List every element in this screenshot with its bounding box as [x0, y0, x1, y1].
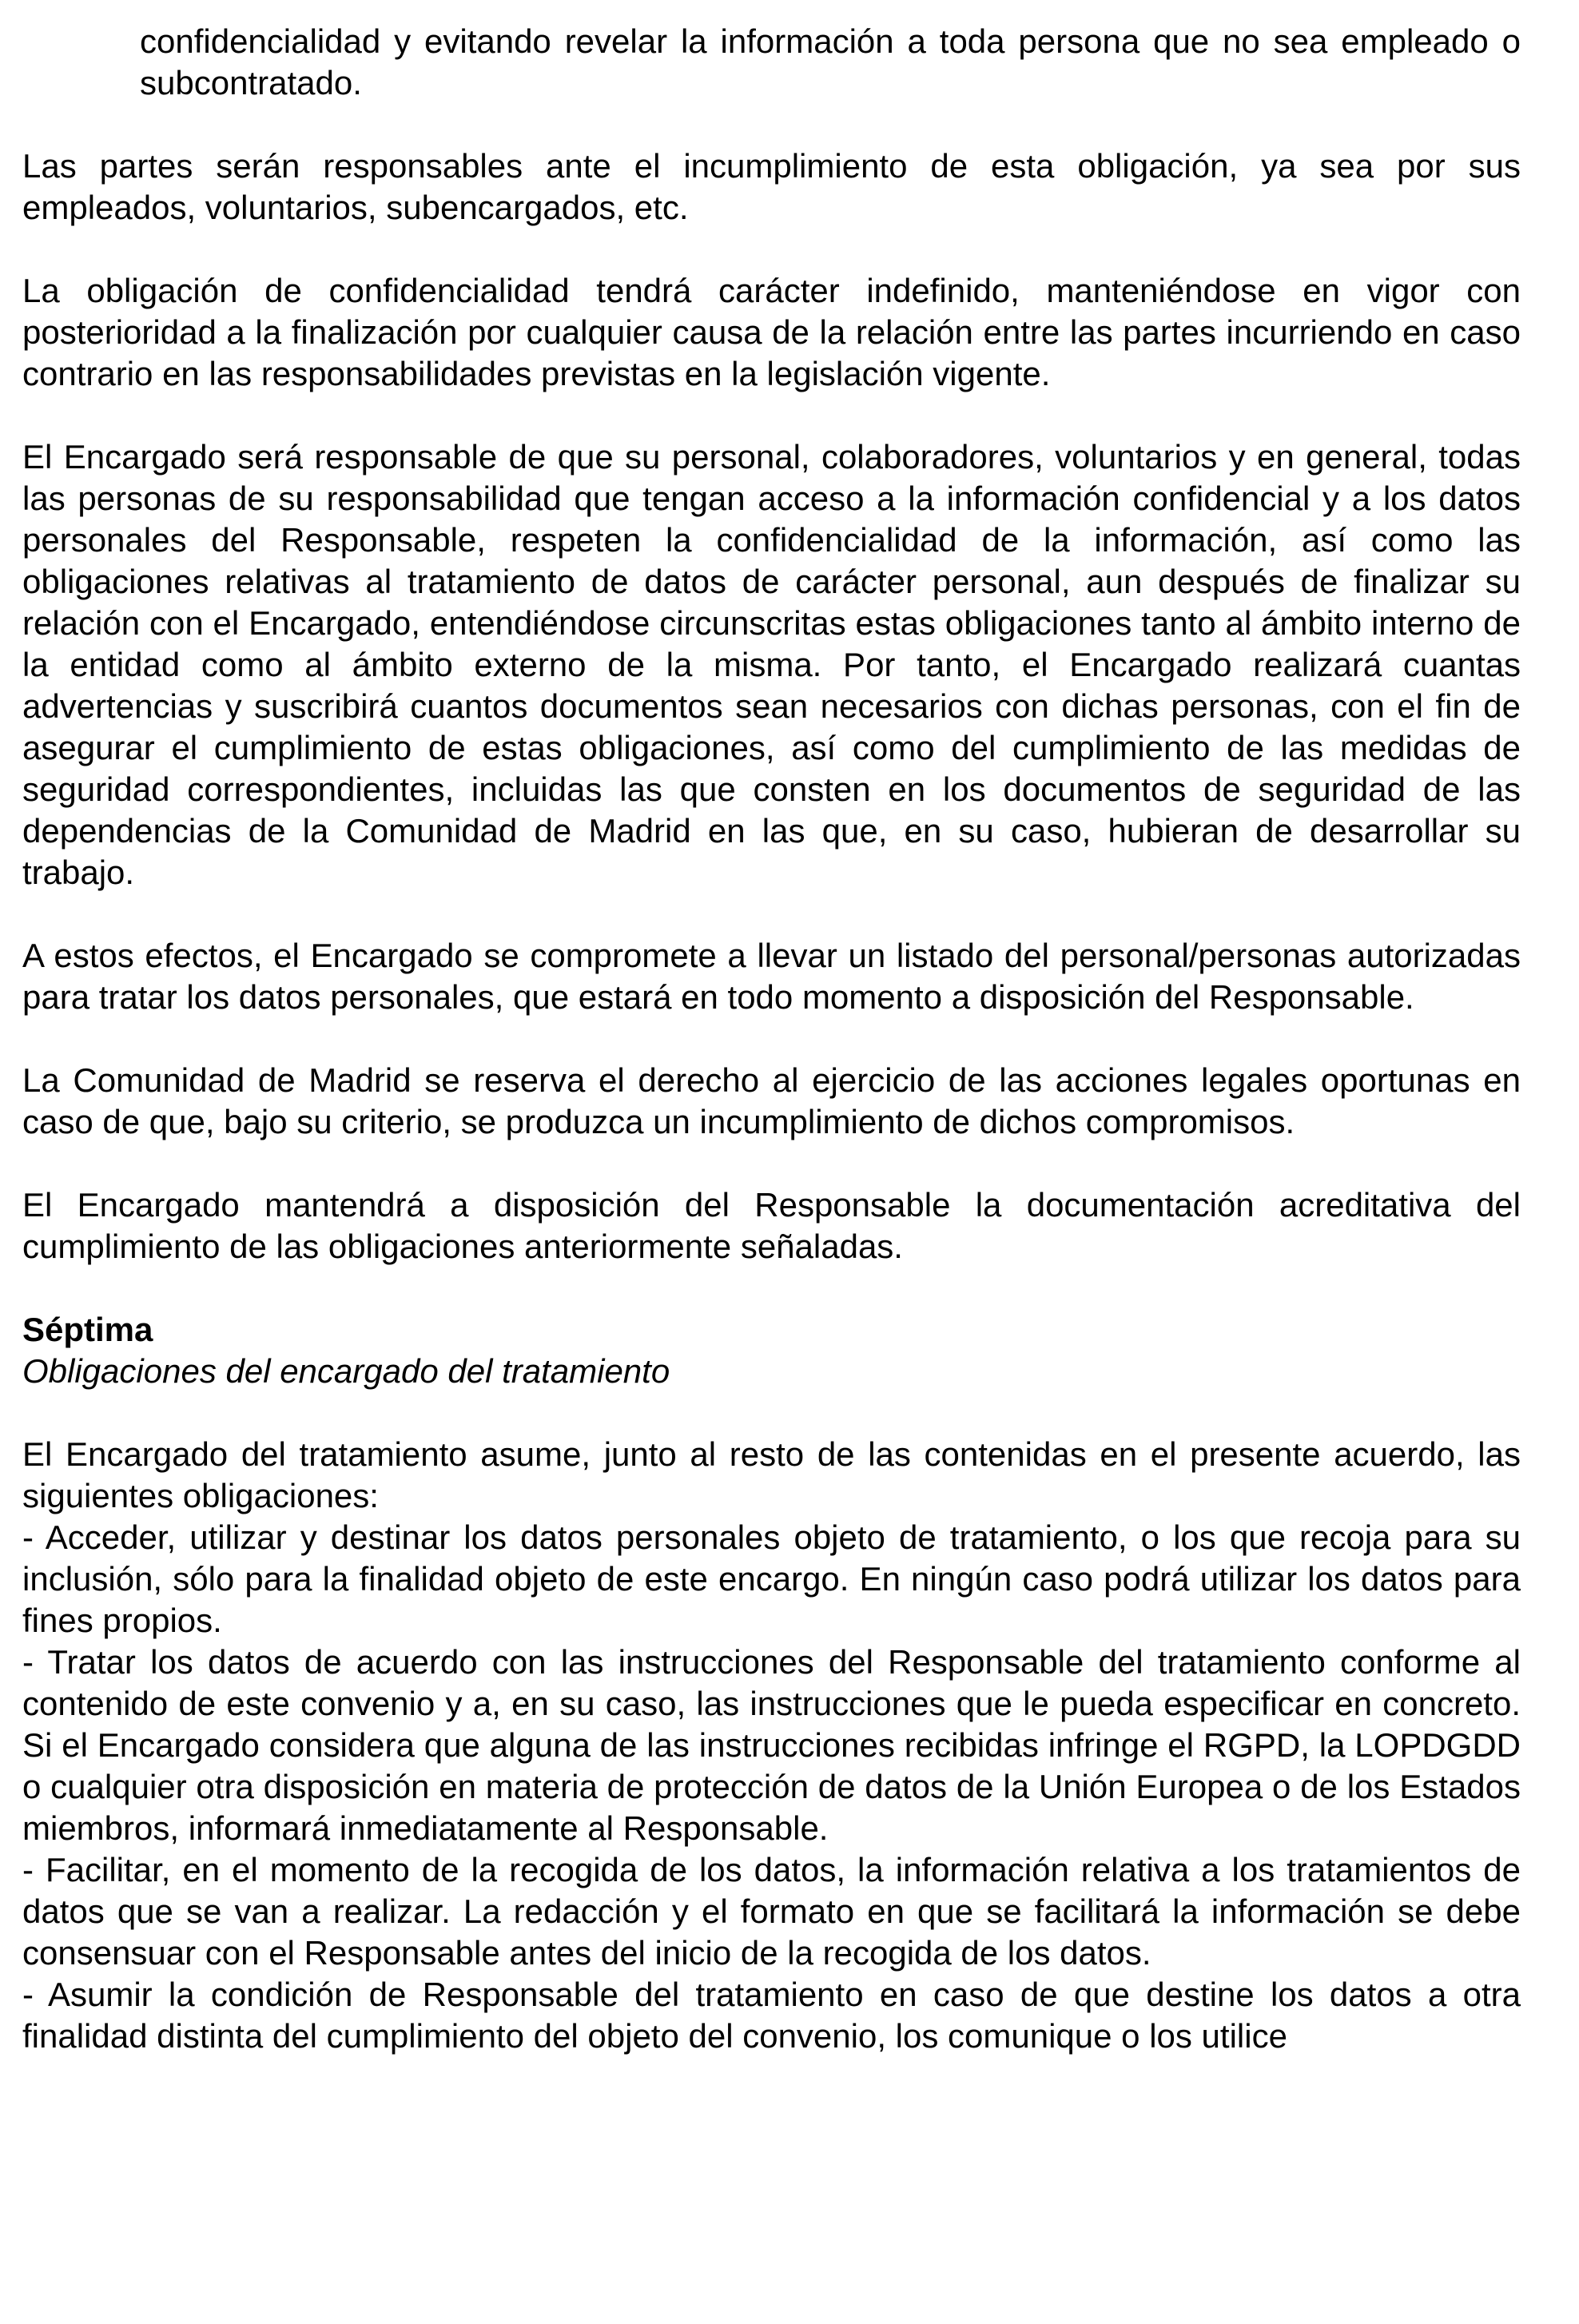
obligation-item: - Acceder, utilizar y destinar los datos personales objeto de tratamiento, o los que recoja para su inclusión, sólo para la finalidad objeto de este encargo. En ningún caso podrá utilizar los datos para fines propios.: [22, 1518, 1521, 1639]
paragraph-legal-actions-reserve: La Comunidad de Madrid se reserva el derecho al ejercicio de las acciones legales oportunas en caso de que, bajo su criterio, se produzca un incumplimiento de dichos compromisos.: [22, 1061, 1521, 1140]
obligation-item: - Tratar los datos de acuerdo con las instrucciones del Responsable del tratamiento conforme al contenido de este convenio y a, en su caso, las instrucciones que le pueda especificar en concreto. Si el Encargado considera que alguna de las instrucciones recibidas infringe el RGPD, la LOPDGDD o cualquier otra disposición en materia de protección de datos de la Unión Europea o de los Estados miembros, informará inmediatamente al Responsable.: [22, 1643, 1521, 1847]
section-intro: El Encargado del tratamiento asume, junto al resto de las contenidas en el presente acuerdo, las siguientes obligaciones:: [22, 1435, 1521, 1514]
paragraph-confidentiality-continuation: confidencialidad y evitando revelar la información a toda persona que no sea empleado o subcontratado.: [140, 22, 1521, 101]
paragraph-processor-staff-responsibility: El Encargado será responsable de que su personal, colaboradores, voluntarios y en general, todas las personas de su responsabilidad que tengan acceso a la información confidencial y a los datos personales del Responsable, respeten la confidencialidad de la información, así como las obligaciones relativas al tratamiento de datos de carácter personal, aun después de finalizar su relación con el Encargado, entendiéndose circunscritas estas obligaciones tanto al ámbito interno de la entidad como al ámbito externo de la misma. Por tanto, el Encargado realizará cuantas advertencias y suscribirá cuantos documentos sean necesarios con dichas personas, con el fin de asegurar el cumplimiento de estas obligaciones, así como del cumplimiento de las medidas de seguridad correspondientes, incluidas las que consten en los documentos de seguridad de las dependencias de la Comunidad de Madrid en las que, en su caso, hubieran de desarrollar su trabajo.: [22, 438, 1521, 891]
obligation-item: - Facilitar, en el momento de la recogida de los datos, la información relativa a los tratamientos de datos que se van a realizar. La redacción y el formato en que se facilitará la información se debe consensuar con el Responsable antes del inicio de la recogida de los datos.: [22, 1851, 1521, 1972]
paragraph-authorized-personnel-list: A estos efectos, el Encargado se compromete a llevar un listado del personal/personas autorizadas para tratar los datos personales, que estará en todo momento a disposición del Responsable.: [22, 937, 1521, 1016]
obligation-item: - Asumir la condición de Responsable del tratamiento en caso de que destine los datos a otra finalidad distinta del cumplimiento del objeto del convenio, los comunique o los utilice: [22, 1976, 1521, 2055]
paragraph-documentation-availability: El Encargado mantendrá a disposición del Responsable la documentación acreditativa del cumplimiento de las obligaciones anteriormente señaladas.: [22, 1186, 1521, 1265]
document-page: [22, 21, 1521, 2057]
paragraph-indefinite-obligation: La obligación de confidencialidad tendrá carácter indefinido, manteniéndose en vigor con posterioridad a la finalización por cualquier causa de la relación entre las partes incurriendo en caso contrario en las responsabilidades previstas en la legislación vigente.: [22, 272, 1521, 392]
section-subtitle: Obligaciones del encargado del tratamiento: [22, 1352, 670, 1390]
paragraph-parties-responsibility: Las partes serán responsables ante el incumplimiento de esta obligación, ya sea por sus empleados, voluntarios, subencargados, etc.: [22, 147, 1521, 226]
section-title: Séptima: [22, 1311, 153, 1348]
